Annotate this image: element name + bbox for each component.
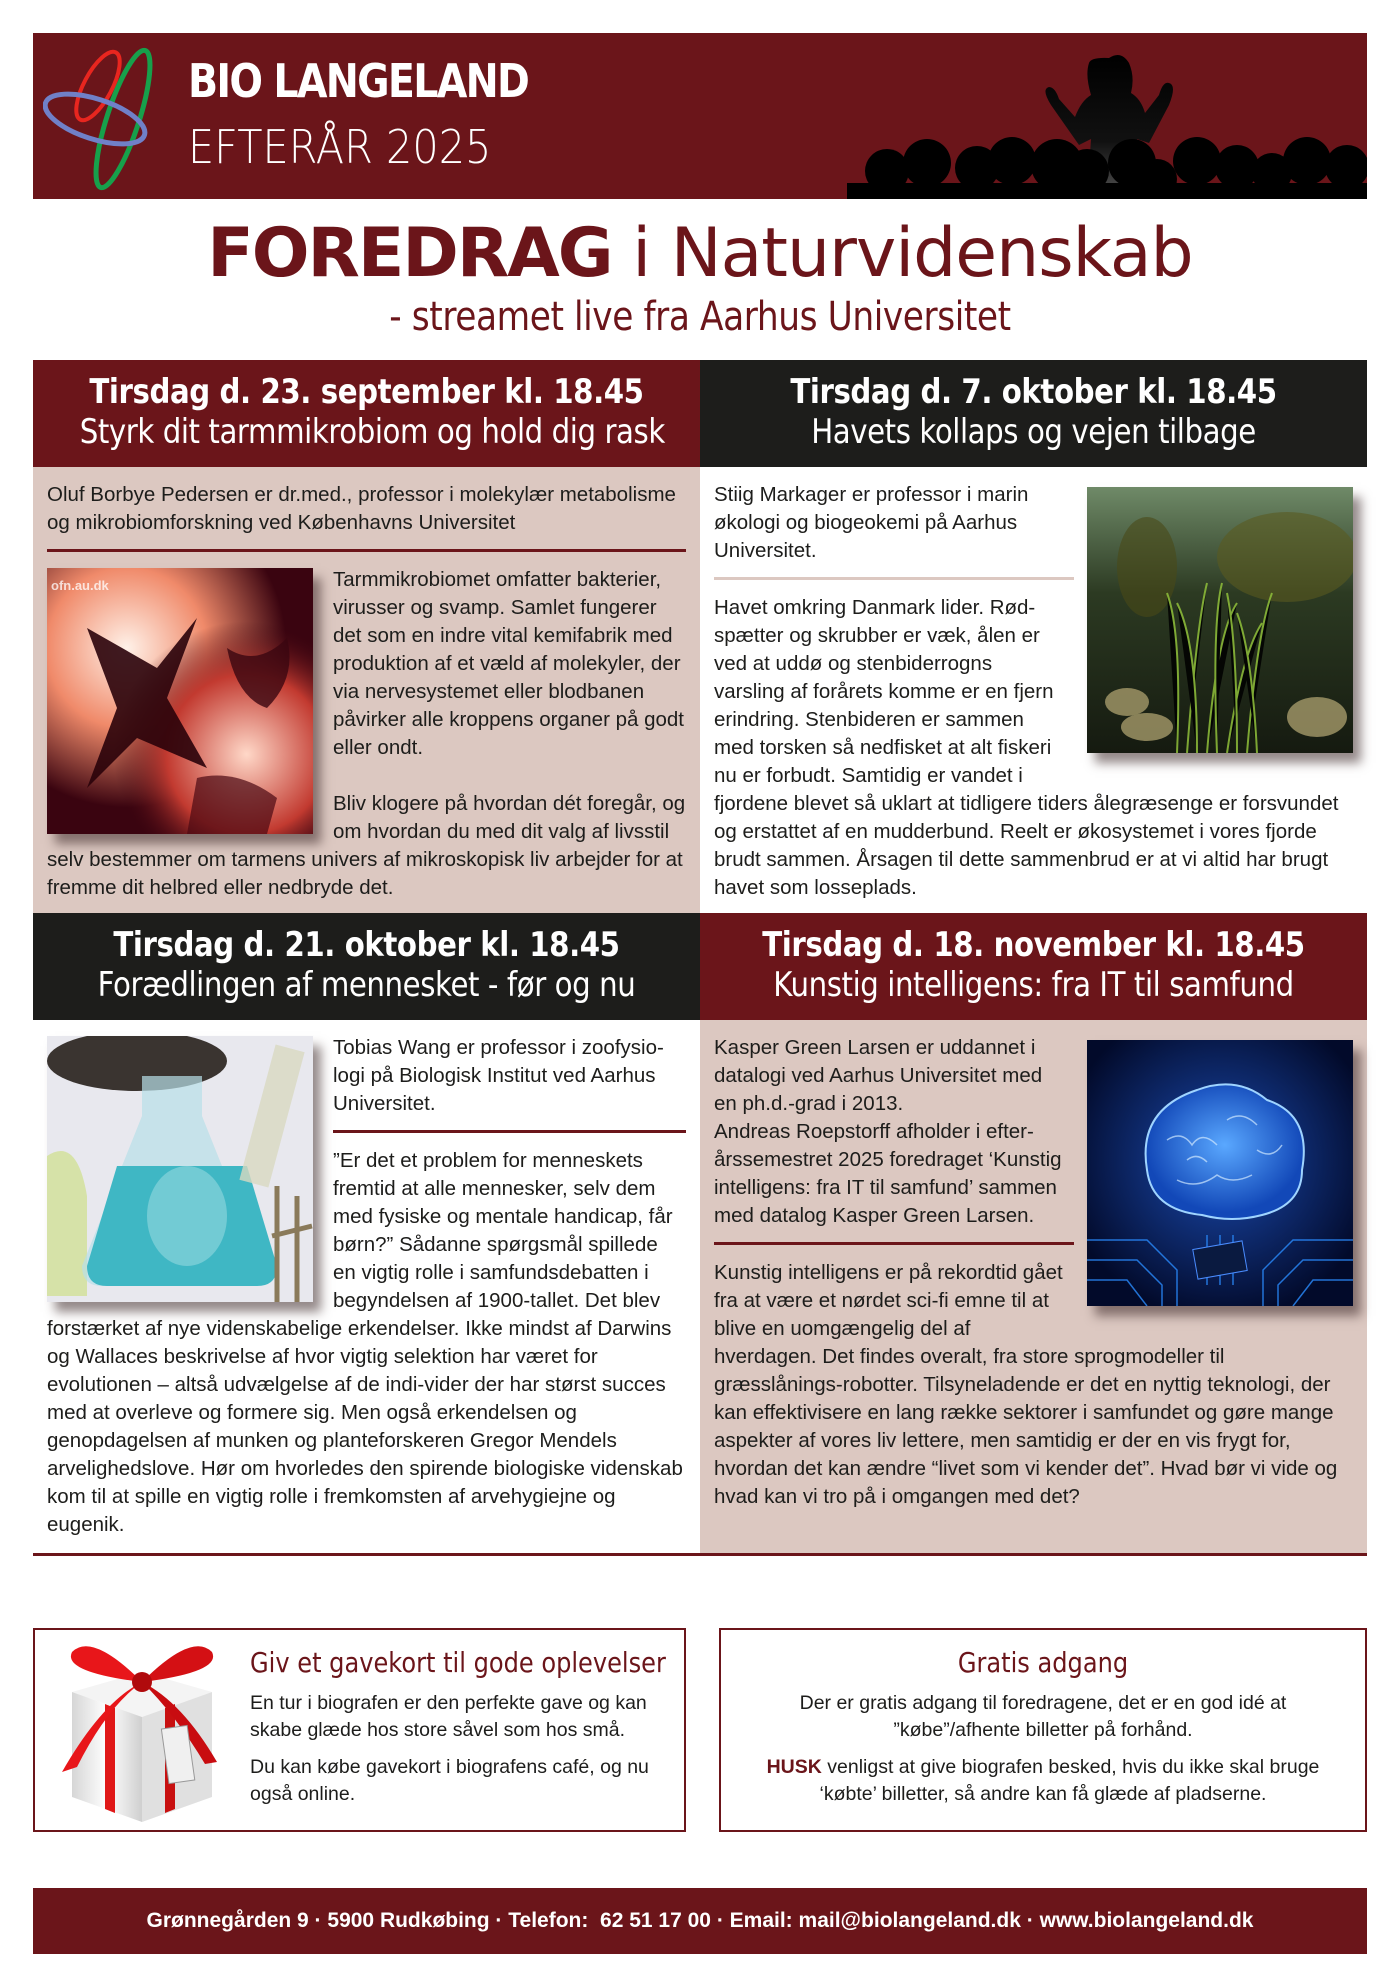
lecture-body [700, 1020, 1367, 1553]
divider [47, 549, 686, 552]
lecture-body [33, 1020, 700, 1553]
lecture-card-3 [33, 913, 700, 1553]
speaker-bio: Tobias Wang er professor i zoofysio-logi på Biologisk Institut ved Aarhus Universitet. [333, 1036, 664, 1115]
website-link[interactable]: www.biolangeland.dk [1039, 1909, 1254, 1932]
lecture-card-1 [33, 360, 700, 913]
flask-image [47, 1036, 313, 1302]
divider [714, 577, 1074, 580]
separator: · [308, 1909, 328, 1932]
lecture-body [700, 467, 1367, 913]
season-label: EFTERÅR 2025 [188, 120, 492, 174]
audience-silhouette-icon [847, 33, 1367, 199]
speaker-bio: Oluf Borbye Pedersen er dr.med., professor i molekylær metabolisme og mikrobiomforskning ved Københavns Universitet [47, 483, 676, 534]
gift-card-text: Du kan købe gavekort i biografens café, og nu også online. [250, 1756, 649, 1805]
lecture-topic: Styrk dit tarmmikrobiom og hold dig rask [79, 412, 665, 452]
speaker-bio: Stiig Markager er professor i marin økologi og biogeokemi på Aarhus Universitet. [714, 483, 1029, 562]
gift-card-text: En tur i biografen er den perfekte gave og kan skabe glæde hos store såvel som hos små. [250, 1692, 647, 1741]
brand-name: BIO LANGELAND [188, 54, 529, 108]
husk-label: HUSK [766, 1756, 822, 1778]
lecture-date: Tirsdag d. 7. oktober kl. 18.45 [790, 372, 1277, 412]
reminder-text [721, 1754, 1365, 1808]
free-admission-box [719, 1628, 1367, 1832]
lecture-description: Kunstig intelligens er på rekordtid gået fra at være et nørdet sci-fi emne til at blive en uomgængelig del af hverdagen. Det findes overalt, fra store sprogmodeller til græsslånings-robotter. Tilsyneladende er det en nyttig teknologi, der kan effektivisere en lang række sektorer i samfundet og gøre mange aspekter af vores liv lettere, men samtidig er der en vis frygt for, hvordan det kan ændre “livet som vi kender det”. Hvad bør vi vide og hvad kan vi tro på i omgangen med det? [714, 1261, 1338, 1508]
speaker-bio: Kasper Green Larsen er uddannet i datalogi ved Aarhus Universitet med en ph.d.-grad i 2013. [714, 1036, 1043, 1115]
lecture-card-2 [700, 360, 1367, 913]
email-link[interactable]: mail@biolangeland.dk [798, 1909, 1021, 1932]
microbiome-image [47, 568, 313, 834]
image-credit: ofn.au.dk [51, 578, 109, 593]
reminder-body: venligst at give biografen besked, hvis du ikke skal bruge ‘købte’ billetter, så andre kan få glæde af pladserne. [819, 1756, 1320, 1805]
city: 5900 Rudkøbing [327, 1909, 490, 1932]
address: Grønnegården 9 [146, 1909, 309, 1932]
free-admission-text: Der er gratis adgang til foredragene, det er en god idé at ”købe”/afhente billetter på forhånd. [799, 1692, 1287, 1741]
page-subtitle: - streamet live fra Aarhus Universitet [389, 294, 1011, 340]
bio-langeland-logo-icon [43, 41, 173, 196]
lecture-header [700, 913, 1367, 1020]
gift-box-icon [47, 1632, 227, 1827]
page-title [0, 212, 1400, 339]
contact-footer [33, 1888, 1367, 1954]
gift-card-box [33, 1628, 686, 1832]
gift-card-title: Giv et gavekort til gode oplevelser [250, 1646, 666, 1679]
title-bold: FOREDRAG [207, 214, 612, 293]
section-divider [33, 1553, 1367, 1556]
lecture-description: Bliv klogere på hvordan dét foregår, og om hvordan du med dit valg af livsstil selv bestemmer om tarmens univers af mikroskopisk liv arbejder for at fremme dit helbred eller nedbryde det. [47, 792, 686, 899]
lecture-description: Havet omkring Danmark lider. Rød-spætter og skrubber er væk, ålen er ved at uddø og stenbiderrogns varsling af forårets komme er en fjern erindring. Stenbideren er sammen med torsken så nedfisket at alt fiskeri nu er forbudt. Samtidig er vandet i fjordene blevet så uklart at tidligere tiders ålegræsenge er forsvundet og erstattet af en mudderbund. Reelt er økosystemet i vores fjorde brudt sammen. Årsagen til dette sammenbrud er at vi altid har brugt havet som losseplads. [714, 596, 1339, 899]
divider [333, 1130, 686, 1133]
header-banner [33, 33, 1367, 199]
lecture-header [33, 360, 700, 467]
lecture-date: Tirsdag d. 18. november kl. 18.45 [762, 925, 1305, 965]
speaker-bio-2: Andreas Roepstorff afholder i efter-årssemestret 2025 foredraget ‘Kunstig intelligens: fra IT til samfund’ sammen med datalog Kasper Green Larsen. [714, 1120, 1062, 1227]
free-admission-title: Gratis adgang [957, 1646, 1129, 1679]
lecture-description: ”Er det et problem for menneskets fremtid at alle mennesker, selv dem med fysiske og mentale handicap, får børn?” Sådanne spørgsmål spillede en vigtig rolle i samfundsdebatten i begyndelsen af 1900-tallet. Det blev forstærket af nye videnskabelige erkendelser. Ikke mindst af Darwins og Wallaces beskrivelse af hvor vigtig selektion har været for evolutionen – altså udvælgelse af de indi-vider der har størst succes med at overleve og formere sig. Men også erkendelsen og genopdagelsen af munken og planteforskeren Gregor Mendels arvelighedslove. Hør om hvorledes den spirende biologiske videnskab kom til at spille en vigtig rolle i fremkomsten af arvehygiejne og eugenik. [47, 1149, 683, 1536]
lecture-topic: Forædlingen af mennesket - før og nu [97, 965, 636, 1005]
lecture-date: Tirsdag d. 21. oktober kl. 18.45 [113, 925, 620, 965]
title-rest: i Naturvidenskab [611, 214, 1193, 293]
lecture-header [33, 913, 700, 1020]
lecture-body [33, 467, 700, 913]
ai-brain-image [1087, 1040, 1353, 1306]
separator: · [489, 1909, 509, 1932]
phone-label: Telefon: [508, 1909, 589, 1932]
seagrass-image [1087, 487, 1353, 753]
divider [714, 1242, 1074, 1245]
email-label: Email: [729, 1909, 793, 1932]
phone-number[interactable]: 62 51 17 00 [600, 1909, 711, 1932]
lecture-description: Tarmmikrobiomet omfatter bakterier, virusser og svamp. Samlet fungerer det som en indre vital kemifabrik med produktion af et væld af molekyler, der via nervesystemet eller blodbanen påvirker alle kroppens organer på godt eller ondt. [333, 568, 684, 759]
lecture-card-4 [700, 913, 1367, 1553]
lecture-topic: Kunstig intelligens: fra IT til samfund [773, 965, 1294, 1005]
lecture-header [700, 360, 1367, 467]
separator: · [1020, 1909, 1040, 1932]
lecture-topic: Havets kollaps og vejen tilbage [811, 412, 1256, 452]
lecture-date: Tirsdag d. 23. september kl. 18.45 [89, 372, 644, 412]
separator: · [710, 1909, 730, 1932]
